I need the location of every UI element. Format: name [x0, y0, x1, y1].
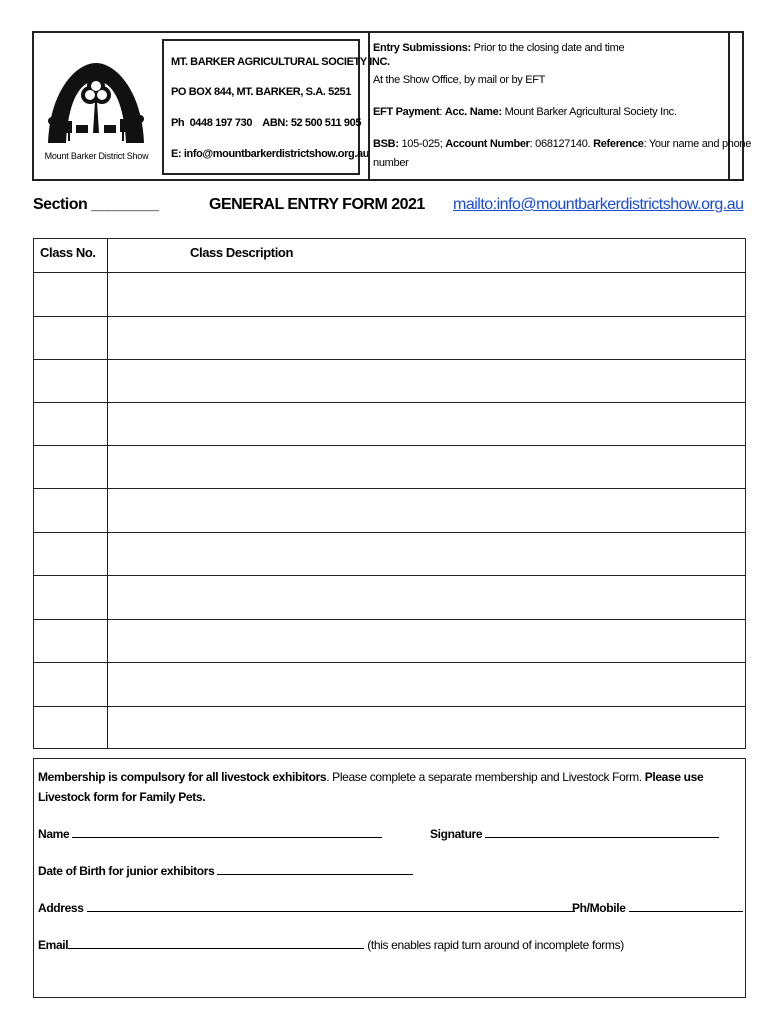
section-label: Section ________	[33, 196, 159, 213]
dob-field[interactable]: Date of Birth for junior exhibitors	[38, 862, 413, 878]
header-box	[32, 31, 752, 181]
table-row[interactable]	[34, 359, 745, 402]
table-row[interactable]	[34, 445, 745, 488]
bank-details: BSB: 105-025; Account Number: 068127140. Reference: Your name and phone	[373, 138, 752, 150]
po-box: PO BOX 844, MT. BARKER, S.A. 5251	[171, 86, 351, 98]
phone-abn: Ph 0448 197 730 ABN: 52 500 511 905	[171, 117, 362, 129]
entry-submissions: Entry Submissions: Prior to the closing date and time	[373, 42, 625, 54]
show-office-line: At the Show Office, by mail or by EFT	[373, 74, 546, 86]
title-row	[33, 196, 744, 224]
payment-info	[368, 33, 752, 179]
header-class-no: Class No.	[40, 245, 96, 260]
table-row[interactable]	[34, 272, 745, 316]
header-class-description: Class Description	[190, 245, 294, 260]
address-field[interactable]: Address	[38, 899, 575, 915]
name-field[interactable]: Name	[38, 825, 382, 841]
table-row[interactable]	[34, 316, 745, 359]
show-logo-icon	[46, 61, 146, 151]
table-row[interactable]	[34, 619, 745, 662]
mailto-link[interactable]: mailto:info@mountbarkerdistrictshow.org.au	[453, 196, 744, 213]
logo-caption: Mount Barker District Show	[44, 151, 149, 161]
eft-payment: EFT Payment: Acc. Name: Mount Barker Agricultural Society Inc.	[373, 106, 677, 118]
table-row[interactable]	[34, 488, 745, 532]
society-name: MT. BARKER AGRICULTURAL SOCIETY INC.	[171, 56, 390, 68]
table-row[interactable]	[34, 402, 745, 445]
membership-note: Membership is compulsory for all livestock exhibitors. Please complete a separate membership and Livestock Form. Please use Livestock form for Family Pets.	[38, 770, 704, 804]
table-row[interactable]	[34, 532, 745, 575]
form-title: GENERAL ENTRY FORM 2021	[209, 196, 425, 213]
membership-box	[33, 758, 746, 998]
bank-details-cont: number	[373, 157, 409, 169]
signature-field[interactable]: Signature	[430, 825, 719, 841]
email-note: (this enables rapid turn around of incomplete forms)	[364, 938, 624, 952]
table-row[interactable]	[34, 706, 745, 748]
email-field[interactable]: Email (this enables rapid turn around of incomplete forms)	[38, 938, 624, 952]
table-row[interactable]	[34, 662, 745, 706]
table-row[interactable]	[34, 575, 745, 619]
society-address-box	[162, 39, 390, 175]
phone-field[interactable]: Ph/Mobile	[572, 899, 743, 915]
society-email: E: info@mountbarkerdistrictshow.org.au	[171, 148, 370, 160]
class-table	[33, 238, 746, 749]
logo	[34, 33, 159, 179]
